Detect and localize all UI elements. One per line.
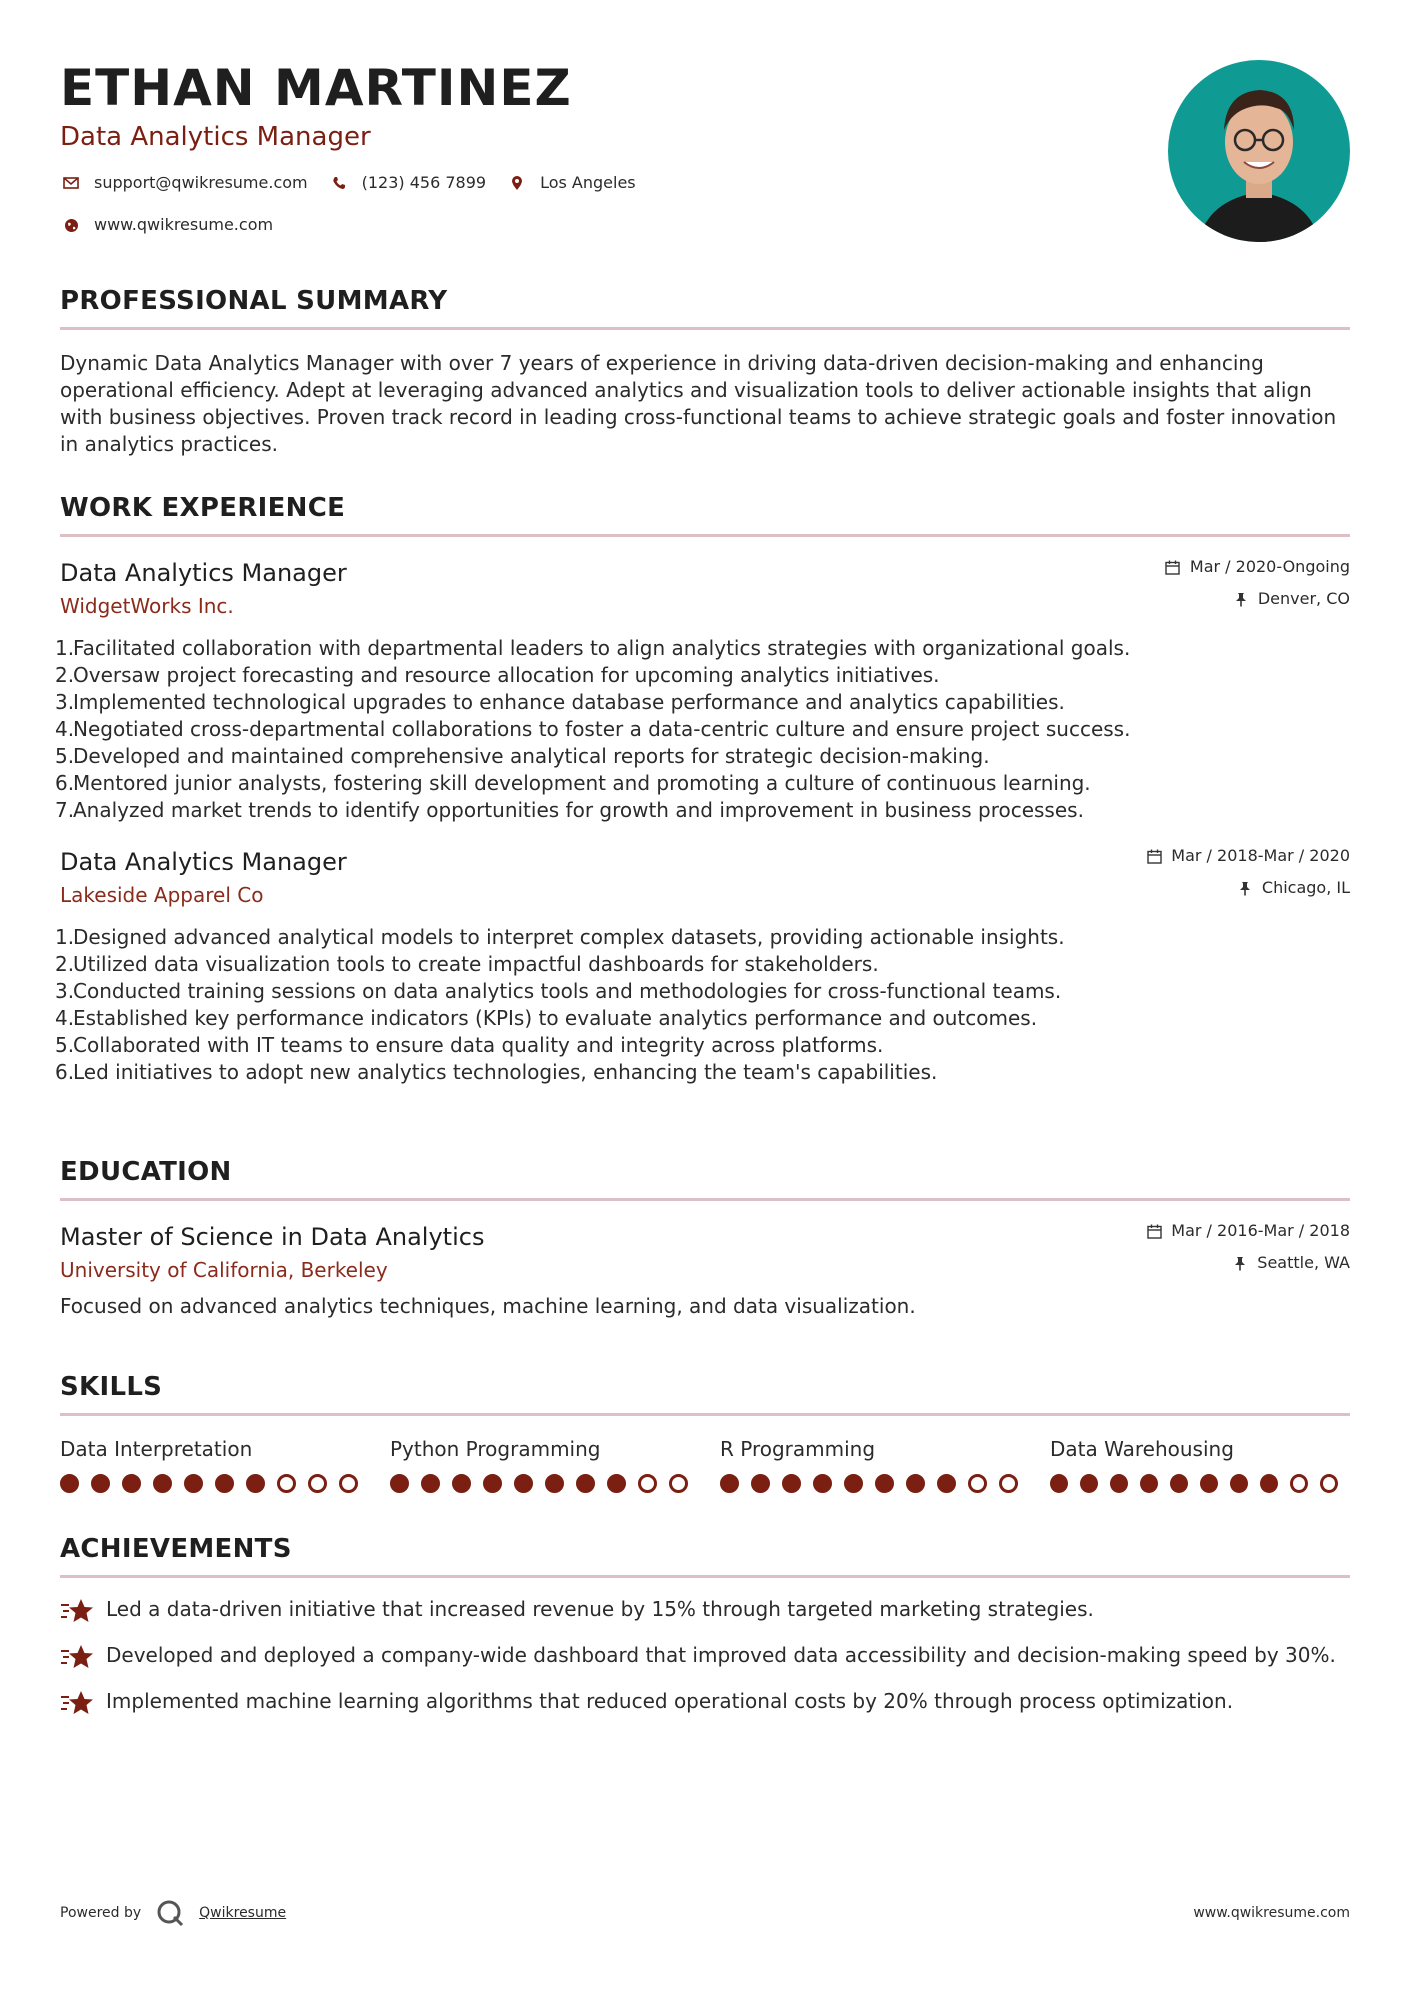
website-text: www.qwikresume.com [94,215,274,234]
summary-section [60,284,1350,458]
rating-dot-filled [720,1474,739,1493]
achievements-heading: ACHIEVEMENTS [60,1534,292,1564]
rating-dot-filled [246,1474,265,1493]
rating-dot-filled [782,1474,801,1493]
skills-list [60,1436,1350,1493]
education-entry [60,1221,1350,1320]
rating-dot-empty [277,1474,296,1493]
experience-heading: WORK EXPERIENCE [60,493,346,523]
education-header [60,1221,1350,1285]
list-item: 6. Mentored junior analysts, fostering skill development and promoting a culture of continuous learning. [55,771,1091,795]
rating-dot-filled [184,1474,203,1493]
list-item: 4. Negotiated cross-departmental collaborations to foster a data-centric culture and ensure project success. [55,717,1131,741]
rating-dot-filled [1170,1474,1188,1493]
list-item: 2. Oversaw project forecasting and resource allocation for upcoming analytics initiatives. [55,663,940,687]
calendar-icon [1145,847,1163,865]
summary-text: Dynamic Data Analytics Manager with over 7 years of experience in driving data-driven decision-making and enhancing operational efficiency. Adept at leveraging advanced analytics and visualization tools to deliver actionable insights that align with business objectives. Proven track record in leading cross-functional teams to achieve strategic goals and foster innovation in analytics practices. [60,351,1337,456]
pushpin-icon [1236,879,1254,897]
contact-website[interactable] [60,214,273,236]
achievements-list [60,1596,1350,1718]
education-dates: Mar / 2016-Mar / 2018 [1171,1221,1350,1240]
rating-dot-filled [122,1474,141,1493]
rating-dot-filled [452,1474,471,1493]
candidate-title: Data Analytics Manager [60,122,371,152]
achievement-item [60,1596,1350,1626]
globe-icon [60,214,82,236]
rating-dot-filled [1080,1474,1098,1493]
phone-text: (123) 456 7899 [361,173,487,192]
job-location: Chicago, IL [1261,878,1350,897]
rating-dot-filled [751,1474,770,1493]
rating-dot-filled [545,1474,564,1493]
rating-dot-empty [968,1474,987,1493]
skill-name: R Programming [720,1437,876,1461]
rating-dot-filled [421,1474,440,1493]
skill-item [720,1436,1050,1493]
skills-section [60,1370,1350,1493]
job-company: WidgetWorks Inc. [60,594,234,618]
pushpin-icon [1232,590,1250,608]
skill-rating [390,1474,720,1493]
map-pin-icon [506,172,528,194]
job-meta [1145,846,1350,898]
list-item: 5. Developed and maintained comprehensive analytical reports for strategic decision-making. [55,744,990,768]
achievement-item [60,1642,1350,1672]
list-item: 3. Conducted training sessions on data analytics tools and methodologies for cross-functional teams. [55,979,1062,1003]
job-dates: Mar / 2020-Ongoing [1189,557,1350,576]
list-item: 2. Utilized data visualization tools to create impactful dashboards for stakeholders. [55,952,879,976]
achievement-item [60,1688,1350,1718]
rating-dot-filled [1230,1474,1248,1493]
rating-dot-empty [999,1474,1018,1493]
section-divider [60,534,1350,537]
job-header [60,557,1350,621]
pushpin-icon [1231,1254,1249,1272]
education-section [60,1155,1350,1320]
job-location: Denver, CO [1257,589,1350,608]
section-divider [60,1198,1350,1201]
rating-dot-filled [937,1474,956,1493]
section-divider [60,1575,1350,1578]
contact-row-2 [60,214,1060,236]
job-dates: Mar / 2018-Mar / 2020 [1171,846,1350,865]
job-bullets [55,924,1350,1086]
rating-dot-filled [1200,1474,1218,1493]
contact-row-1 [60,172,1060,194]
contact-phone[interactable] [328,172,486,194]
rating-dot-filled [576,1474,595,1493]
skill-rating [1050,1474,1350,1493]
footer-branding [60,1898,286,1928]
qwikresume-logo-icon [155,1898,185,1928]
rating-dot-filled [91,1474,110,1493]
education-degree: Master of Science in Data Analytics [60,1223,485,1251]
profile-photo [1168,60,1350,242]
rating-dot-filled [844,1474,863,1493]
job-header [60,846,1350,910]
rating-dot-filled [1110,1474,1128,1493]
achievement-text: Led a data-driven initiative that increased revenue by 15% through targeted marketing strategies. [106,1597,1094,1621]
rating-dot-empty [339,1474,358,1493]
job-entry [55,557,1350,824]
list-item: 1. Facilitated collaboration with departmental leaders to align analytics strategies with organizational goals. [55,636,1131,660]
job-meta [1164,557,1350,609]
job-role: Data Analytics Manager [60,559,347,587]
rating-dot-empty [308,1474,327,1493]
job-entry [55,846,1350,1086]
contact-email[interactable] [60,172,308,194]
skill-name: Data Warehousing [1050,1437,1234,1461]
rating-dot-empty [638,1474,657,1493]
powered-by-label: Powered by [60,1905,142,1921]
skill-rating [720,1474,1050,1493]
rating-dot-filled [1140,1474,1158,1493]
calendar-icon [1145,1222,1163,1240]
skill-item [60,1436,390,1493]
list-item: 5. Collaborated with IT teams to ensure data quality and integrity across platforms. [55,1033,884,1057]
education-location: Seattle, WA [1257,1253,1350,1272]
list-item: 7. Analyzed market trends to identify opportunities for growth and improvement in business processes. [55,798,1084,822]
skills-heading: SKILLS [60,1372,163,1402]
achievement-text: Developed and deployed a company-wide dashboard that improved data accessibility and decision-making speed by 30%. [106,1643,1336,1667]
job-company: Lakeside Apparel Co [60,883,264,907]
list-item: 3. Implemented technological upgrades to enhance database performance and analytics capabilities. [55,690,1065,714]
achievements-section [60,1532,1350,1718]
location-text: Los Angeles [540,173,636,192]
footer-brand-link[interactable]: Qwikresume [199,1905,287,1921]
summary-heading: PROFESSIONAL SUMMARY [60,286,448,316]
rating-dot-filled [215,1474,234,1493]
skill-item [1050,1436,1350,1493]
education-heading: EDUCATION [60,1157,232,1187]
skill-name: Python Programming [390,1437,601,1461]
rating-dot-filled [60,1474,79,1493]
star-icon [60,1688,94,1718]
experience-section [55,491,1350,1086]
footer-url[interactable]: www.qwikresume.com [1193,1905,1350,1921]
candidate-name: ETHAN MARTINEZ [60,59,572,117]
calendar-icon [1164,558,1182,576]
list-item: 4. Established key performance indicators (KPIs) to evaluate analytics performance and outcomes. [55,1006,1038,1030]
resume-header [60,58,1060,236]
page-footer [60,1898,1350,1928]
job-role: Data Analytics Manager [60,848,347,876]
section-divider [60,1413,1350,1416]
list-item: 6. Led initiatives to adopt new analytics technologies, enhancing the team's capabilities. [55,1060,938,1084]
rating-dot-filled [906,1474,925,1493]
phone-icon [328,172,350,194]
rating-dot-filled [875,1474,894,1493]
section-divider [60,327,1350,330]
job-bullets [55,635,1350,824]
rating-dot-empty [1320,1474,1338,1493]
rating-dot-filled [483,1474,502,1493]
skill-name: Data Interpretation [60,1437,253,1461]
star-icon [60,1642,94,1672]
rating-dot-filled [153,1474,172,1493]
rating-dot-filled [390,1474,409,1493]
rating-dot-filled [514,1474,533,1493]
contact-location [506,172,636,194]
skill-item [390,1436,720,1493]
education-meta [1145,1221,1350,1273]
star-icon [60,1596,94,1626]
rating-dot-filled [1050,1474,1068,1493]
achievement-text: Implemented machine learning algorithms that reduced operational costs by 20% through process optimization. [106,1689,1234,1713]
email-text: support@qwikresume.com [94,173,308,192]
rating-dot-empty [669,1474,688,1493]
envelope-icon [60,172,82,194]
list-item: 1. Designed advanced analytical models to interpret complex datasets, providing actionable insights. [55,925,1065,949]
skill-rating [60,1474,390,1493]
rating-dot-filled [607,1474,626,1493]
rating-dot-filled [813,1474,832,1493]
education-description: Focused on advanced analytics techniques, machine learning, and data visualization. [60,1294,916,1318]
education-school: University of California, Berkeley [60,1258,388,1282]
rating-dot-empty [1290,1474,1308,1493]
rating-dot-filled [1260,1474,1278,1493]
